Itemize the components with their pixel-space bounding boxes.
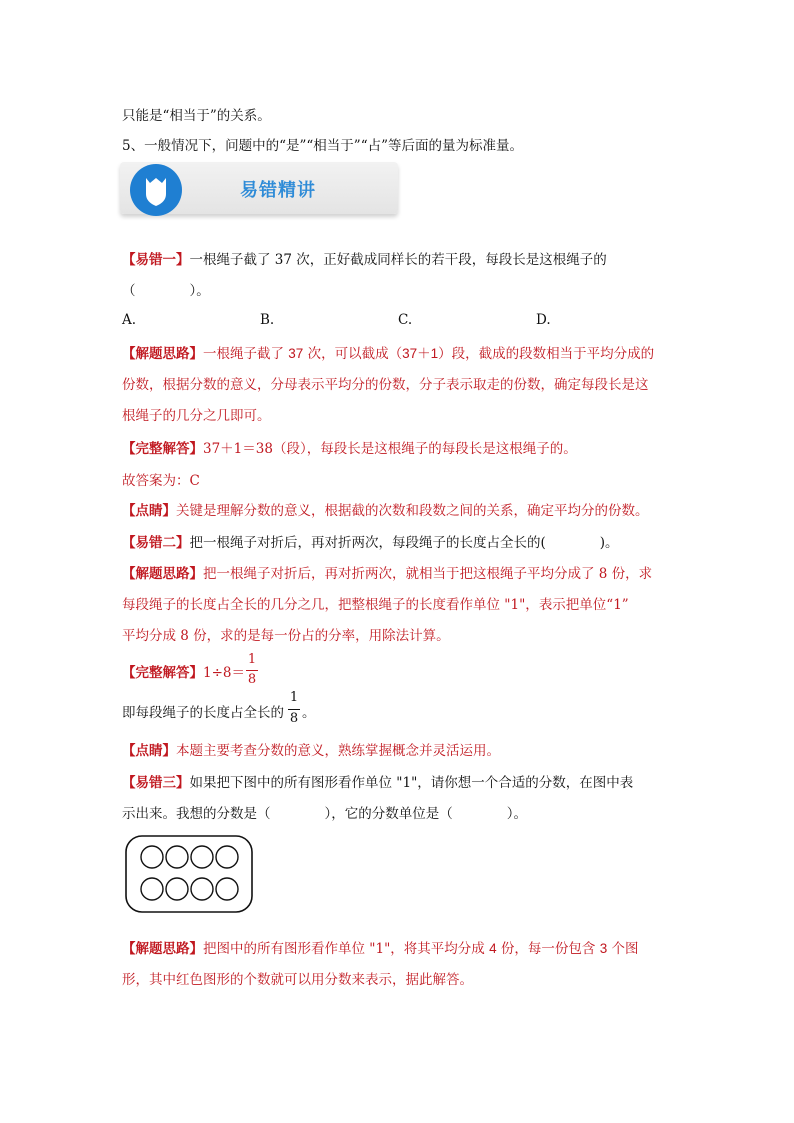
thinking-number: 4	[489, 941, 497, 956]
figure-circle	[141, 846, 163, 868]
figure-circle	[166, 878, 188, 900]
option-b: B.	[260, 312, 275, 328]
shield-icon	[126, 164, 188, 222]
fraction-bar	[246, 670, 258, 671]
thinking-text: 个图	[607, 941, 639, 957]
error-one-final-answer: 故答案为：C	[122, 473, 200, 489]
fraction-numerator: 1	[247, 652, 257, 667]
error-three-thinking-line2: 形，其中红色图形的个数就可以用分数来表示，据此解答。	[122, 972, 473, 988]
figure-circle	[141, 878, 163, 900]
figure-circle	[216, 846, 238, 868]
result-text: 即每段绳子的长度占全长的	[122, 705, 284, 721]
thinking-text: ）段，截成的段数相当于平均分成的	[438, 346, 655, 362]
thinking-number: 37＋1	[402, 346, 439, 361]
error-one-question	[122, 248, 607, 268]
thinking-text: 份，每一份包含	[496, 941, 600, 957]
figure-circle	[191, 878, 213, 900]
figure-circle	[191, 846, 213, 868]
error-two-label: 【易错二】	[122, 535, 190, 551]
point-text: 本题主要考查分数的意义，熟练掌握概念并灵活运用。	[176, 743, 500, 759]
circle-figure	[124, 834, 256, 916]
point-label: 【点睛】	[122, 743, 176, 759]
thinking-label: 【解题思路】	[122, 566, 203, 582]
answer-label: 【完整解答】	[122, 441, 203, 457]
thinking-text: 次，可以截成（	[303, 346, 403, 362]
error-one-label: 【易错一】	[122, 252, 190, 268]
option-a: A.	[122, 312, 137, 328]
thinking-text: 一根绳子截了	[203, 346, 289, 362]
result-period: 。	[302, 705, 316, 721]
intro-line: 只能是“相当于”的关系。	[122, 108, 271, 124]
error-two-thinking	[122, 562, 652, 582]
error-one-question-text: 一根绳子截了 37 次，正好截成同样长的若干段，每段长是这根绳子的	[189, 252, 607, 268]
intro-point-5: 5、一般情况下，问题中的“是”“相当于”“占”等后面的量为标准量。	[122, 138, 523, 154]
error-two-question	[122, 531, 619, 551]
error-two-question-text: 把一根绳子对折后，再对折两次，每段绳子的长度占全长的( )。	[189, 535, 619, 551]
error-three-question-line2: 示出来。我想的分数是（ ），它的分数单位是（ ）。	[122, 806, 527, 822]
answer-text: 37＋1＝38（段），每段长是这根绳子的每段长是这根绳子的。	[203, 441, 577, 457]
point-label: 【点睛】	[122, 503, 176, 519]
error-one-thinking-line2: 份数，根据分数的意义，分母表示平均分的份数，分子表示取走的份数，确定每段长是这	[122, 377, 649, 393]
answer-expression: 1÷8＝	[203, 665, 245, 681]
banner-title: 易错精讲	[240, 180, 316, 201]
section-banner	[120, 162, 398, 214]
error-two-thinking-line2	[122, 593, 629, 613]
figure-circle	[216, 878, 238, 900]
error-two-answer	[122, 661, 245, 681]
result-fraction-denominator: 8	[289, 711, 299, 726]
error-three-question	[122, 771, 633, 791]
thinking-label: 【解题思路】	[122, 941, 203, 957]
error-two-point	[122, 739, 500, 759]
error-one-thinking-line3: 根绳子的几分之几即可。	[122, 408, 271, 424]
error-one-answer	[122, 437, 577, 457]
result-fraction-bar	[288, 709, 300, 710]
error-one-thinking	[122, 342, 654, 362]
option-d: D.	[536, 312, 551, 328]
thinking-label: 【解题思路】	[122, 346, 203, 362]
figure-circle	[166, 846, 188, 868]
error-three-thinking	[122, 937, 639, 957]
fraction-denominator: 8	[247, 672, 257, 687]
result-fraction-numerator: 1	[289, 690, 299, 705]
thinking-number: 37	[288, 346, 304, 361]
point-text: 关键是理解分数的意义，根据截的次数和段数之间的关系，确定平均分的份数。	[176, 503, 649, 519]
option-c: C.	[398, 312, 413, 328]
error-one-blank: （ ）。	[122, 283, 210, 299]
error-three-label: 【易错三】	[122, 775, 190, 791]
thinking-number: 3	[599, 941, 608, 956]
error-two-thinking-line3: 平均分成 8 份，求的是每一份占的分率，用除法计算。	[122, 628, 450, 644]
thinking-text: 把一根绳子对折后，再对折两次，就相当于把这根绳子平均分成了 8 份，求	[203, 566, 653, 582]
thinking-text: 把图中的所有图形看作单位 "1"，将其平均分成	[203, 941, 490, 957]
error-one-point	[122, 499, 649, 519]
error-two-result	[122, 701, 284, 721]
answer-label: 【完整解答】	[122, 665, 203, 681]
thinking-text: 表示把单位“1”	[538, 597, 629, 613]
thinking-text: 每段绳子的长度占全长的几分之几，把整根绳子的长度看作单位 "1"，	[122, 597, 539, 613]
error-three-question-text: 如果把下图中的所有图形看作单位 "1"，请你想一个合适的分数，在图中表	[189, 775, 634, 791]
